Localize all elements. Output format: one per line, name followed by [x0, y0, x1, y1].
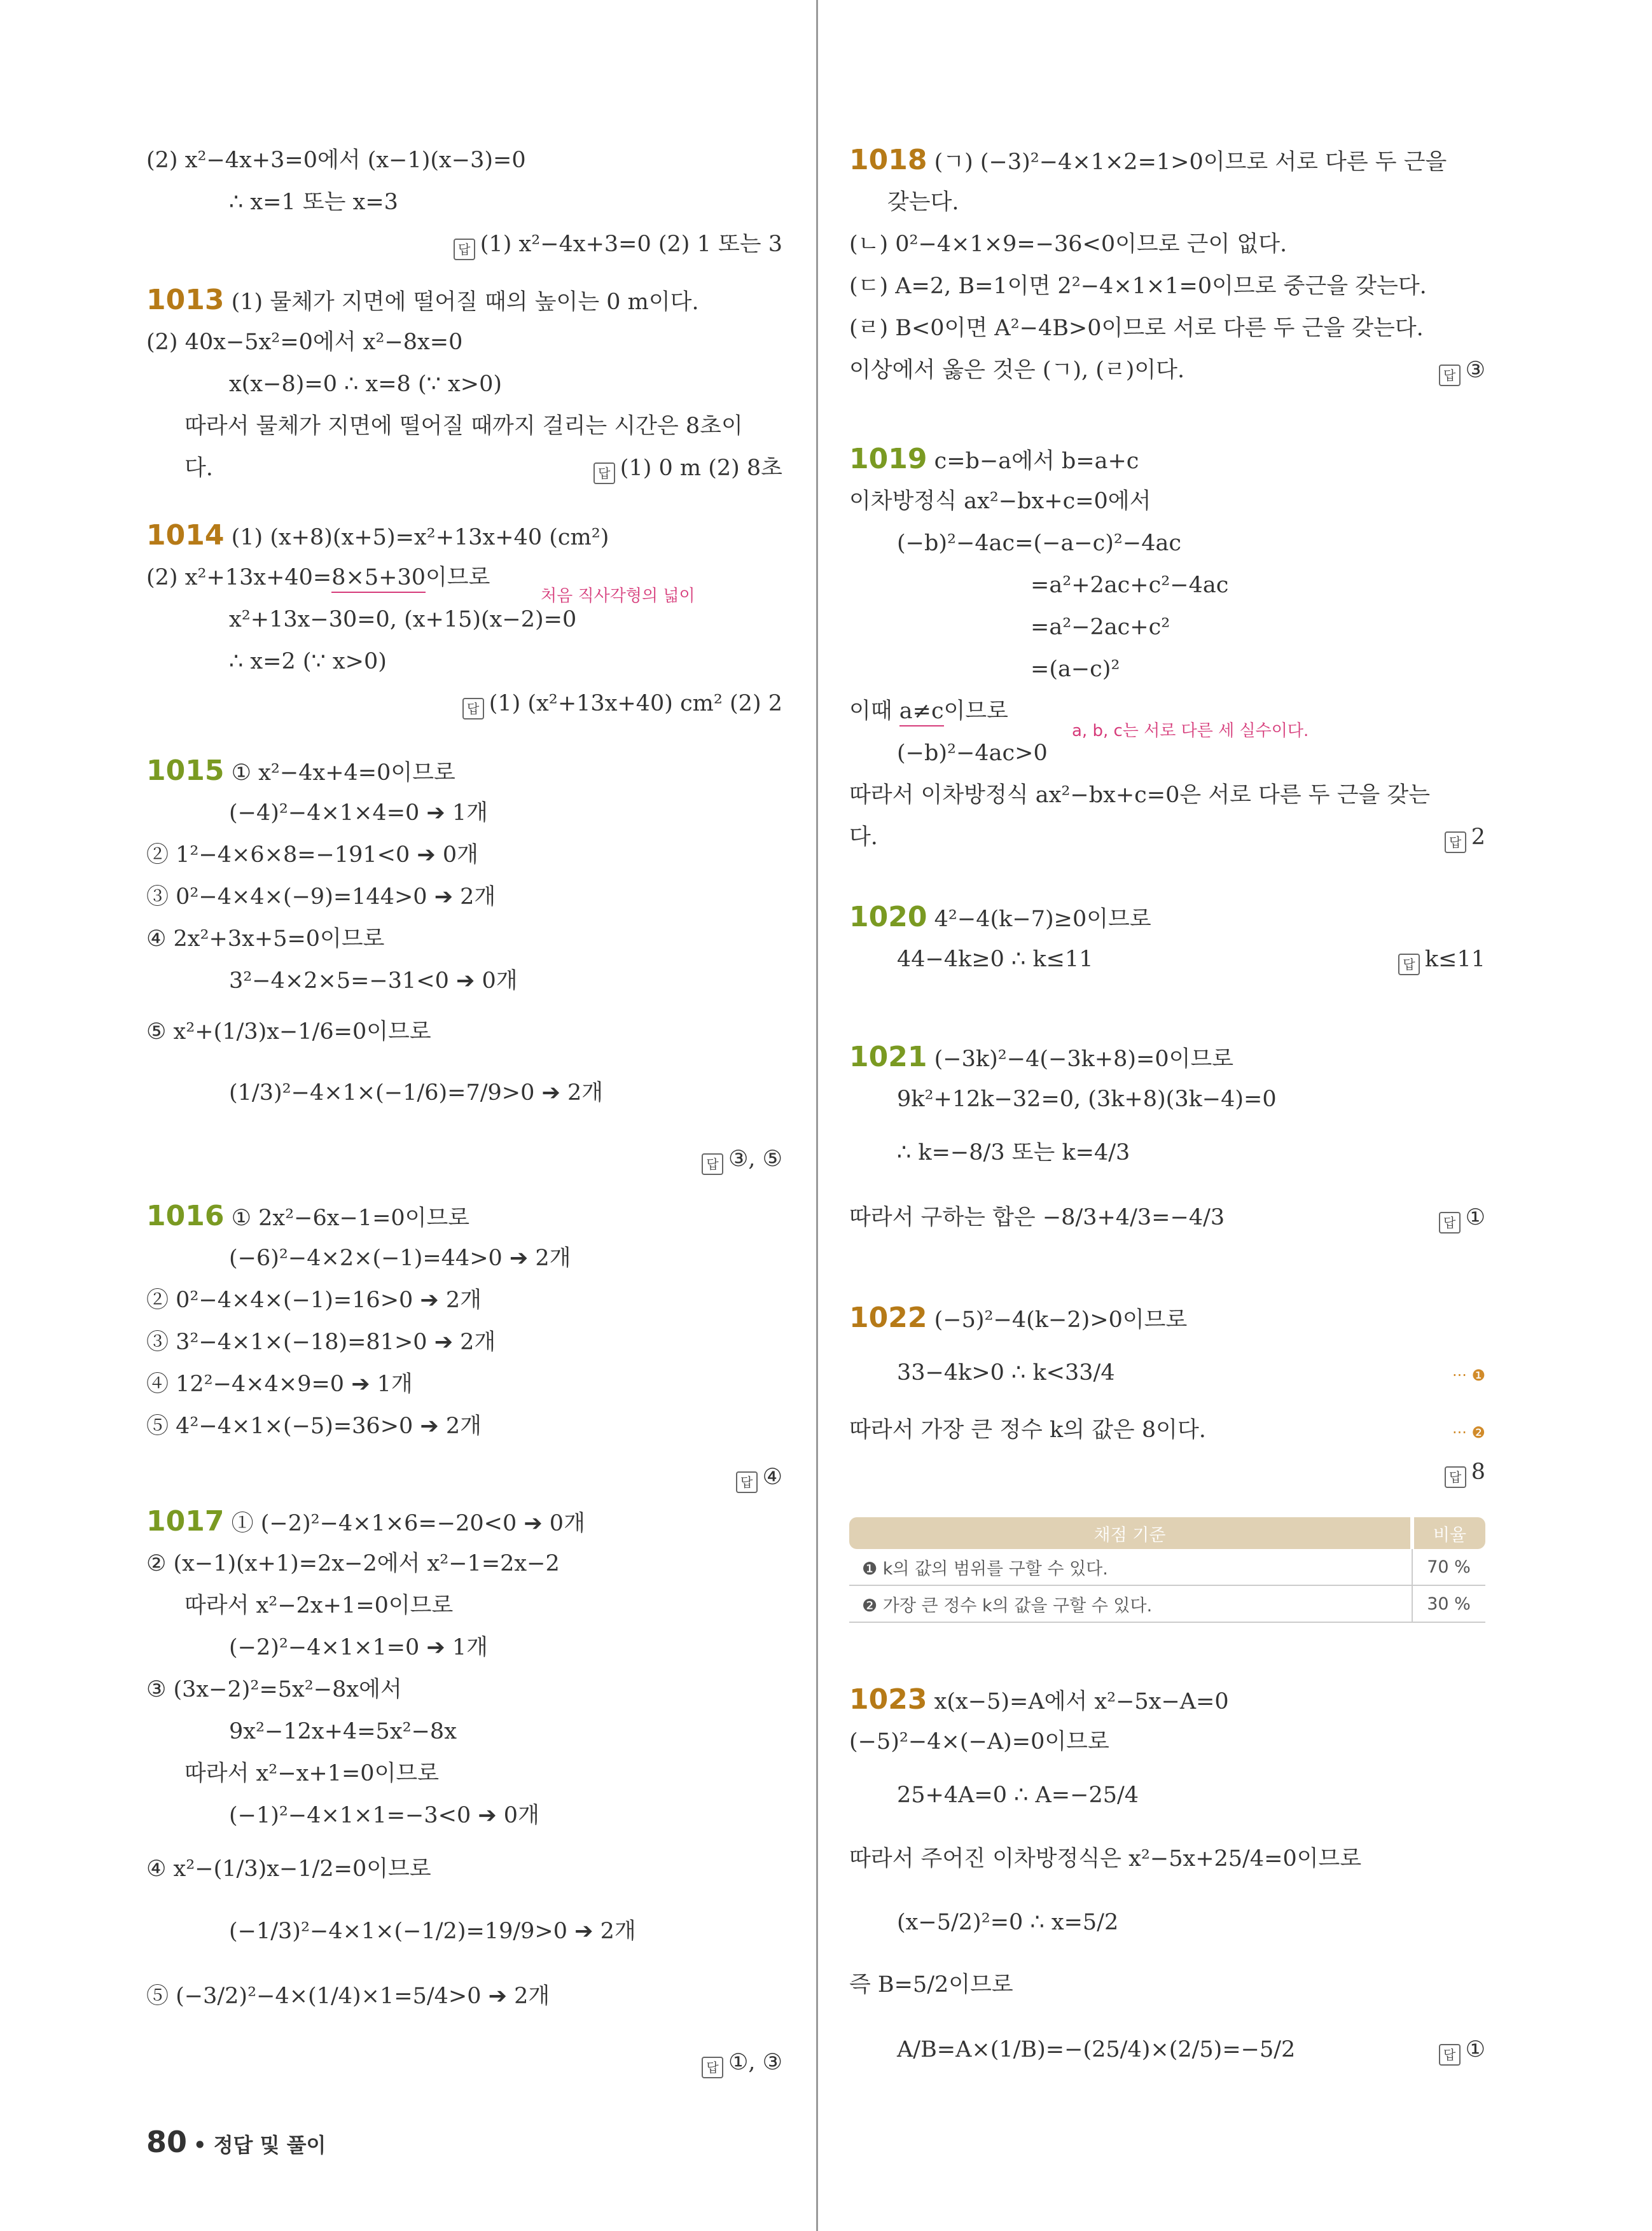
problem-number: 1016 [146, 1200, 225, 1232]
answer [736, 1463, 782, 1493]
line [849, 903, 1151, 933]
annotation-note: a, b, c는 서로 다른 세 실수이다. [1072, 721, 1309, 740]
answer [702, 1145, 782, 1175]
line: ∴ x=1 또는 x=3 [229, 190, 398, 215]
answer-text: (1) (x²+13x+40) cm² (2) 2 [489, 691, 782, 716]
line: =(a−c)² [1031, 657, 1120, 682]
line-text: (ㄱ) (−3)²−4×1×2=1>0이므로 서로 다른 두 근을 [934, 149, 1447, 175]
line: (ㄴ) 0²−4×1×9=−36<0이므로 근이 없다. [849, 232, 1288, 257]
line: (2) 40x−5x²=0에서 x²−8x=0 [146, 330, 463, 355]
line: 9k²+12k−32=0, (3k+8)(3k−4)=0 [897, 1087, 1277, 1112]
line: ∴ x=2 (∵ x>0) [229, 649, 387, 674]
line: (−6)²−4×2×(−1)=44>0 ➔ 2개 [229, 1246, 571, 1271]
line [146, 286, 699, 316]
underlined-term: 8×5+30 [331, 565, 426, 593]
answer-text: k≤11 [1424, 947, 1485, 972]
problem-number: 1017 [146, 1505, 225, 1538]
line-text: 4²−4(k−7)≥0이므로 [934, 907, 1151, 932]
answer-icon: 답 [702, 1153, 723, 1175]
answer-icon: 답 [1445, 831, 1466, 853]
line: ∴ k=−8/3 또는 k=4/3 [897, 1140, 1130, 1165]
line: 갖는다. [887, 190, 959, 215]
answer-text: (1) x²−4x+3=0 (2) 1 또는 3 [480, 232, 782, 257]
line: 33−4k>0 ∴ k<33/4 [897, 1360, 1115, 1386]
answer-icon: 답 [1445, 1466, 1466, 1488]
answer [454, 230, 782, 260]
header-criteria: 채점 기준 [849, 1517, 1412, 1549]
answer-icon: 답 [593, 462, 615, 484]
line [849, 445, 1139, 475]
line-text: (−3k)²−4(−3k+8)=0이므로 [934, 1046, 1234, 1072]
underlined-term: a≠c [899, 698, 944, 726]
line: 따라서 물체가 지면에 떨어질 때까지 걸리는 시간은 8초이 [184, 414, 743, 439]
line: (1/3)²−4×1×(−1/6)=7/9>0 ➔ 2개 [229, 1080, 604, 1106]
line-text: ① x²−4x+4=0이므로 [231, 760, 455, 786]
line: ⑤ (−3/2)²−4×(1/4)×1=5/4>0 ➔ 2개 [146, 1984, 550, 2009]
line: ④ 2x²+3x+5=0이므로 [146, 926, 385, 952]
line-text: 이므로 [943, 698, 1008, 724]
answer [462, 690, 782, 719]
line-text: 이므로 [426, 565, 490, 590]
section-label: • 정답 및 풀이 [193, 2133, 326, 2157]
line [146, 519, 609, 552]
header-ratio: 비율 [1412, 1517, 1485, 1549]
line: (ㄷ) A=2, B=1이면 2²−4×1×1=0이므로 중근을 갖는다. [849, 274, 1427, 299]
answer [1445, 823, 1485, 853]
problem-number: 1014 [146, 519, 225, 552]
line: (ㄹ) B<0이면 A²−4B>0이므로 서로 다른 두 근을 갖는다. [849, 316, 1424, 341]
line: (2) x²−4x+3=0에서 (x−1)(x−3)=0 [146, 148, 526, 173]
line [146, 564, 490, 592]
line: A/B=A×(1/B)=−(25/4)×(2/5)=−5/2 [897, 2037, 1296, 2062]
line-text: c=b−a에서 b=a+c [934, 448, 1139, 474]
line: ⑤ 4²−4×1×(−5)=36>0 ➔ 2개 [146, 1414, 482, 1439]
line: 9x²−12x+4=5x²−8x [229, 1719, 457, 1744]
problem-number: 1013 [146, 284, 225, 316]
problem-number: 1019 [849, 443, 927, 475]
step-marker: ··· ❷ [1452, 1424, 1485, 1442]
line: 따라서 가장 큰 정수 k의 값은 8이다. [849, 1417, 1206, 1443]
table-row [849, 1549, 1485, 1585]
line [849, 697, 1008, 725]
answer-icon: 답 [736, 1471, 758, 1493]
problem-number: 1015 [146, 754, 225, 787]
answer [1445, 1458, 1485, 1488]
line: ④ x²−(1/3)x−1/2=0이므로 [146, 1856, 431, 1882]
answer-icon: 답 [454, 239, 475, 260]
line [849, 1043, 1233, 1073]
answer-text: ① [1465, 2037, 1485, 2062]
problem-number: 1022 [849, 1302, 927, 1334]
line [146, 1202, 469, 1232]
answer [702, 2048, 782, 2078]
answer-icon: 답 [1439, 1212, 1461, 1234]
line [849, 146, 1447, 176]
line: (−2)²−4×1×1=0 ➔ 1개 [229, 1635, 488, 1660]
table-header-row [849, 1517, 1485, 1549]
answer [593, 454, 782, 484]
line: ④ 12²−4×4×9=0 ➔ 1개 [146, 1372, 413, 1397]
answer-text: 2 [1471, 824, 1485, 850]
line: x(x−8)=0 ∴ x=8 (∵ x>0) [229, 372, 502, 397]
problem-number: 1023 [849, 1683, 927, 1716]
page-footer [146, 2125, 326, 2159]
criteria-cell: ❷ 가장 큰 정수 k의 값을 구할 수 있다. [849, 1585, 1412, 1622]
line: 따라서 x²−x+1=0이므로 [184, 1761, 440, 1786]
line-text: 이때 [849, 698, 899, 724]
line-text: x(x−5)=A에서 x²−5x−A=0 [934, 1689, 1229, 1714]
line: ② 1²−4×6×8=−191<0 ➔ 0개 [146, 842, 478, 868]
line: ③ 3²−4×1×(−18)=81>0 ➔ 2개 [146, 1330, 496, 1355]
line: 다. [184, 455, 213, 481]
line: (−b)²−4ac=(−a−c)²−4ac [897, 531, 1181, 556]
answer-text: ④ [762, 1464, 782, 1490]
line: (−1/3)²−4×1×(−1/2)=19/9>0 ➔ 2개 [229, 1919, 636, 1944]
line [849, 1683, 1229, 1716]
line: 이차방정식 ax²−bx+c=0에서 [849, 489, 1151, 514]
answer-text: ① [1465, 1205, 1485, 1230]
line: (x−5/2)²=0 ∴ x=5/2 [897, 1910, 1119, 1935]
line: ③ 0²−4×4×(−9)=144>0 ➔ 2개 [146, 884, 496, 910]
answer-text: ③ [1465, 358, 1485, 383]
criteria-cell: ❶ k의 값의 범위를 구할 수 있다. [849, 1549, 1412, 1585]
answer [1439, 2036, 1485, 2066]
answer-icon: 답 [702, 2057, 723, 2078]
line-text: (−5)²−4(k−2)>0이므로 [934, 1307, 1188, 1333]
answer-text: ①, ③ [728, 2050, 782, 2075]
problem-number: 1018 [849, 144, 927, 176]
line-text: ① 2x²−6x−1=0이므로 [231, 1206, 470, 1231]
answer-text: 8 [1471, 1459, 1485, 1485]
line-text: (1) (x+8)(x+5)=x²+13x+40 (cm²) [231, 525, 609, 550]
ratio-cell: 30 % [1412, 1585, 1485, 1622]
line-text: (2) x²+13x+40= [146, 565, 332, 590]
answer [1439, 356, 1485, 386]
line: ② 0²−4×4×(−1)=16>0 ➔ 2개 [146, 1288, 482, 1313]
problem-number: 1020 [849, 901, 927, 933]
answer-text: (1) 0 m (2) 8초 [620, 455, 782, 481]
line-text: ① (−2)²−4×1×6=−20<0 ➔ 0개 [231, 1511, 585, 1536]
line: (−b)²−4ac>0 [897, 740, 1048, 766]
answer-icon: 답 [462, 698, 484, 719]
line: (−5)²−4×(−A)=0이므로 [849, 1729, 1109, 1755]
answer-icon: 답 [1398, 954, 1420, 975]
line: 따라서 x²−2x+1=0이므로 [184, 1593, 454, 1618]
answer-icon: 답 [1439, 2044, 1461, 2066]
line: (−4)²−4×1×4=0 ➔ 1개 [229, 800, 488, 826]
column-divider [816, 0, 818, 2231]
line: 3²−4×2×5=−31<0 ➔ 0개 [229, 968, 518, 994]
line: =a²−2ac+c² [1031, 615, 1170, 640]
line: 다. [849, 824, 878, 850]
line: ⑤ x²+(1/3)x−1/6=0이므로 [146, 1019, 431, 1045]
answer-text: ③, ⑤ [728, 1146, 782, 1172]
line [146, 1505, 585, 1538]
line [849, 1304, 1187, 1334]
ratio-cell: 70 % [1412, 1549, 1485, 1585]
line: 즉 B=5/2이므로 [849, 1972, 1013, 1998]
line: x²+13x−30=0, (x+15)(x−2)=0 [229, 607, 577, 632]
line-text: (1) 물체가 지면에 떨어질 때의 높이는 0 m이다. [231, 289, 699, 315]
line: 따라서 주어진 이차방정식은 x²−5x+25/4=0이므로 [849, 1846, 1362, 1872]
line: =a²+2ac+c²−4ac [1031, 573, 1229, 598]
line [146, 754, 455, 787]
answer [1439, 1204, 1485, 1234]
line: ③ (3x−2)²=5x²−8x에서 [146, 1677, 402, 1702]
annotation-note: 처음 직사각형의 넓이 [541, 587, 695, 606]
line: 25+4A=0 ∴ A=−25/4 [897, 1783, 1139, 1808]
scoring-criteria-table [849, 1517, 1485, 1623]
page-number: 80 [146, 2125, 188, 2159]
line: 이상에서 옳은 것은 (ㄱ), (ㄹ)이다. [849, 358, 1185, 383]
answer [1398, 945, 1485, 975]
table-row [849, 1585, 1485, 1622]
line: ② (x−1)(x+1)=2x−2에서 x²−1=2x−2 [146, 1551, 560, 1576]
line: 따라서 구하는 합은 −8/3+4/3=−4/3 [849, 1205, 1225, 1230]
problem-number: 1021 [849, 1041, 927, 1073]
answer-icon: 답 [1439, 365, 1461, 386]
step-marker: ··· ❶ [1452, 1366, 1485, 1384]
line: (−1)²−4×1×1=−3<0 ➔ 0개 [229, 1803, 539, 1828]
line: 따라서 이차방정식 ax²−bx+c=0은 서로 다른 두 근을 갖는 [849, 782, 1431, 808]
line: 44−4k≥0 ∴ k≤11 [897, 947, 1093, 972]
